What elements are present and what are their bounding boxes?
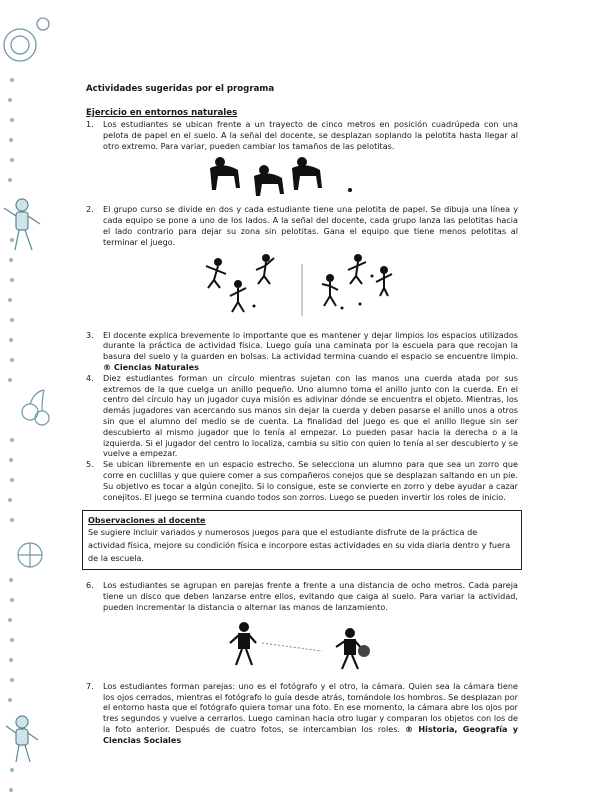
item-text: El grupo curso se divide en dos y cada estudiante tiene una pelotita de papel. Se dibuja una línea y cada equipo se pone a uno de los lados. A la señal del docente, cada grupo lanza las pelotitas hacia el lado contrario para dejar su zona sin pelotitas. Gana el equipo que tiene menos pelotitas al terminar el juego. — [103, 204, 518, 247]
item-number: 3. — [86, 329, 94, 340]
section-title: Ejercicio en entornos naturales — [86, 108, 238, 118]
activity-item-1 — [86, 119, 518, 151]
teacher-notes-text: Se sugiere incluir variados y numerosos juegos para que el estudiante disfrute de la práctica de actividad física, mejore su condición física e incorpore estas actividades en su vida diaria dentro y fuera de la escuela. — [88, 527, 511, 564]
item-number: 6. — [86, 580, 94, 591]
item-text: Se ubican libremente en un espacio estrecho. Se selecciona un alumno para que sea un zorro que corre en cuclillas y que quiere comer a sus compañeros conejos que se desplazan saltando en un pie. Su objetivo es tocar a algún conejito. Si lo consigue, este se convierte en zorro y debe ayudar a cazar conejitos. El juego se termina cuando todos son zorros. Luego se pueden invertir los roles de inicio. — [103, 459, 518, 502]
item-number: 2. — [86, 204, 94, 215]
teacher-notes-title: Observaciones al docente — [88, 515, 206, 526]
item-number: 5. — [86, 459, 94, 470]
item-number: 1. — [86, 119, 94, 129]
item-text: Los estudiantes se ubican frente a un trayecto de cinco metros en posición cuadrúpeda con una pelota de papel en el suelo. A la señal del docente, se desplazan soplando la pelotita hasta llegar al otro extremo. Para variar, pueden cambiar los tamaños de las pelotitas. — [103, 119, 518, 151]
item-text: Los estudiantes se agrupan en parejas frente a frente a una distancia de ocho metros. Cada pareja tiene un disco que deben lanzarse entre ellos, evitando que caiga al suelo. Para variar la actividad, pueden incrementar la distancia o alternar las manos de lanzamiento. — [103, 580, 518, 612]
activity-item-2 — [86, 204, 518, 247]
activity-item-6 — [86, 580, 518, 612]
item-number: 4. — [86, 372, 94, 383]
teacher-notes-box — [82, 510, 522, 570]
page-title: Actividades sugeridas por el programa — [86, 84, 275, 94]
item-number: 7. — [86, 680, 94, 691]
subject-reference: ® Historia, Geografía y Ciencias Sociales — [103, 723, 519, 745]
activity-item-4 — [86, 373, 518, 459]
subject-reference: ® Ciencias Naturales — [103, 361, 199, 372]
document-body — [86, 84, 518, 746]
activity-item-7 — [86, 681, 518, 746]
item-text: El docente explica brevemente lo importante que es mantener y dejar limpios los espacios utilizados durante la práctica de actividad física. Luego guía una caminata por la escuela para que recojan la basura del suelo y la guarden en bolsas. La actividad termina cuando el espacio se encuentre limpio. — [103, 329, 518, 362]
throwing-balls-icon — [202, 254, 402, 318]
disc-throw-icon — [222, 619, 382, 671]
crawling-children-icon — [202, 154, 402, 198]
margin-decoration — [0, 0, 60, 800]
activity-item-5 — [86, 459, 518, 502]
item-text: Los estudiantes forman parejas: uno es el fotógrafo y el otro, la cámara. Quien sea la cámara tiene los ojos cerrados, mientras el fotógrafo lo guía desde atrás, tomándole los hombros. Se desplazan por el entorno hasta que el fotógrafo quiera tomar una foto. En ese momento, la cámara abre los ojos por tres segundos y vuelve a cerrarlos. Luego caminan hacia otro lugar y comparan los objetos con los de la foto anterior. Después de cuatro fotos, se intercambian los roles. — [103, 680, 518, 734]
item-text: Diez estudiantes forman un círculo mientras sujetan con las manos una cuerda atada por sus extremos de la que cuelga un anillo pequeño. Uno alumno toma el anillo junto con la cuerda. En el centro del círculo hay un jugador cuya misión es adivinar dónde se encuentra el objeto. Mientras, los demás jugadores van acercando sus manos sin dejar la cuerda y deben pasarse el anillo unos a otros sin que el alumno del medio se de cuenta. La finalidad del juego es que el anillo llegue sin ser descubierto al mismo jugador que lo tenía al empezar. Lo pueden pasar hacia la derecha o a la izquierda. Si el jugador del centro lo localiza, cambia su sitio con quien lo tenía al ser descubierto y se vuelve a empezar. — [103, 372, 518, 459]
activity-item-3 — [86, 330, 518, 373]
